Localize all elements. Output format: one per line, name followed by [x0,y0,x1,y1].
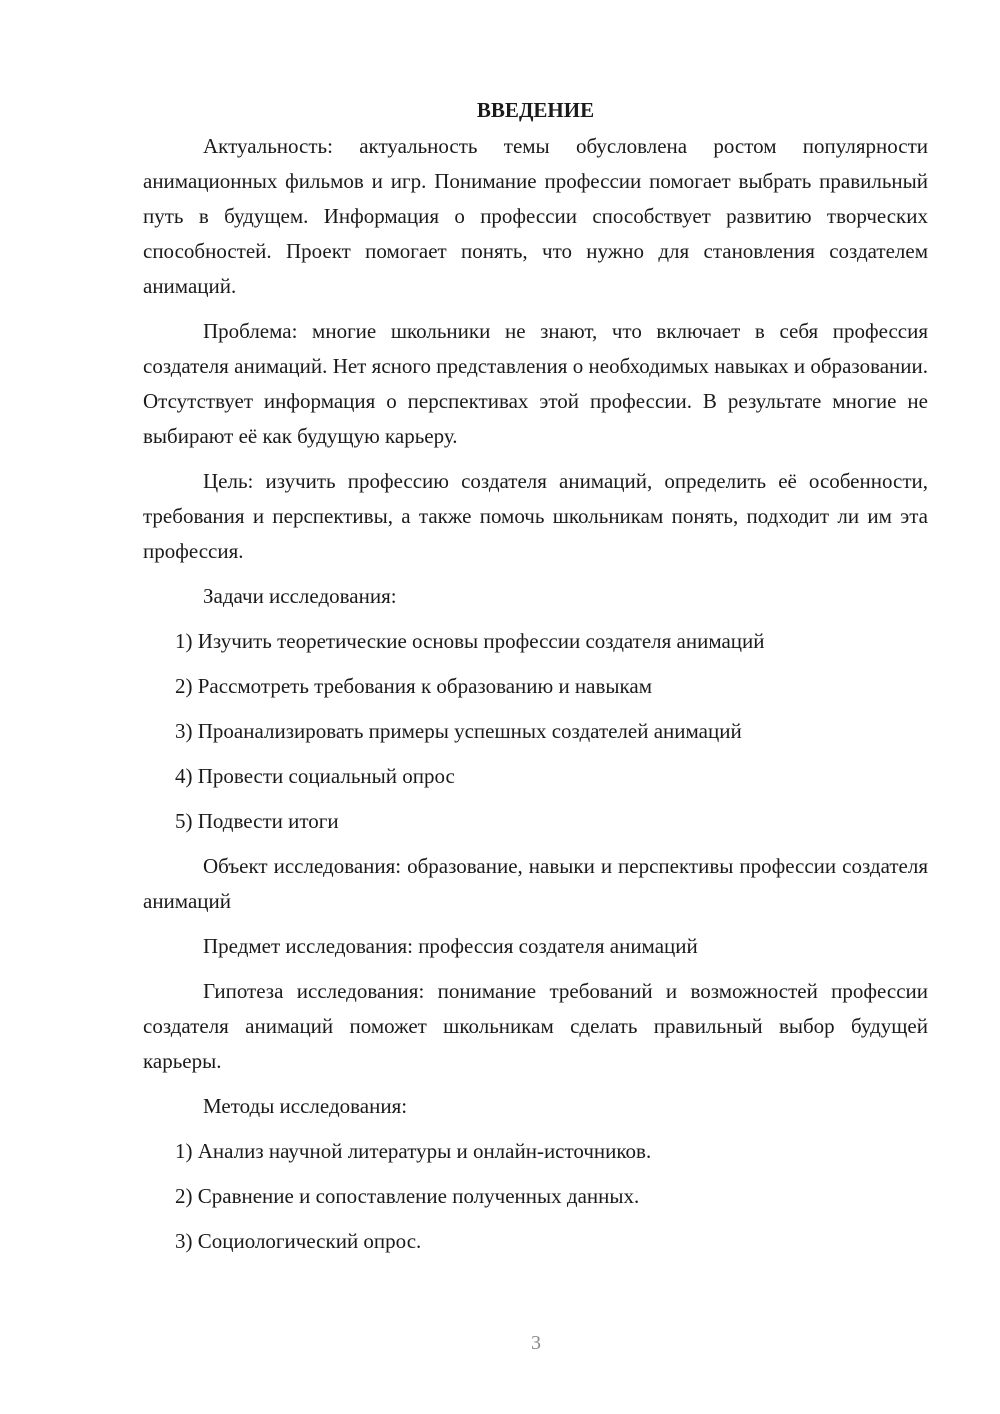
methods-heading: Методы исследования: [203,1094,408,1118]
hypothesis-paragraph: Гипотеза исследования: понимание требований и возможностей профессии создателя анимаций поможет школьникам сделать правильный выбор будущей карьеры. [143,979,928,1073]
goal-paragraph: Цель: изучить профессию создателя анимаций, определить её особенности, требования и перспективы, а также помочь школьникам понять, подходит ли им эта профессия. [143,469,928,563]
list-item: 2) Сравнение и сопоставление полученных данных. [175,1184,640,1208]
methods-list [143,1134,928,1259]
list-item: 5) Подвести итоги [175,809,339,833]
page-title: ВВЕДЕНИЕ [476,98,595,122]
relevance-paragraph: Актуальность: актуальность темы обусловлена ростом популярности анимационных фильмов и игр. Понимание профессии помогает выбрать правильный путь в будущем. Информация о профессии способствует развитию творческих способностей. Проект помогает понять, что нужно для становления создателем анимаций. [143,134,928,298]
object-paragraph: Объект исследования: образование, навыки и перспективы профессии создателя анимаций [143,854,928,913]
list-item: 2) Рассмотреть требования к образованию и навыкам [175,674,653,698]
list-item: 1) Анализ научной литературы и онлайн-источников. [175,1139,652,1163]
list-item: 3) Социологический опрос. [175,1229,422,1253]
list-item: 4) Провести социальный опрос [175,764,455,788]
document-page [143,95,928,1269]
problem-paragraph: Проблема: многие школьники не знают, что включает в себя профессия создателя анимаций. Нет ясного представления о необходимых навыках и образовании. Отсутствует информация о перспективах этой профессии. В результате многие не выбирают её как будущую карьеру. [143,319,928,448]
list-item: 1) Изучить теоретические основы профессии создателя анимаций [175,629,765,653]
page-number: 3 [531,1332,541,1354]
tasks-list [143,624,928,839]
tasks-heading: Задачи исследования: [203,584,397,608]
list-item: 3) Проанализировать примеры успешных создателей анимаций [175,719,742,743]
subject-paragraph: Предмет исследования: профессия создателя анимаций [203,934,698,958]
